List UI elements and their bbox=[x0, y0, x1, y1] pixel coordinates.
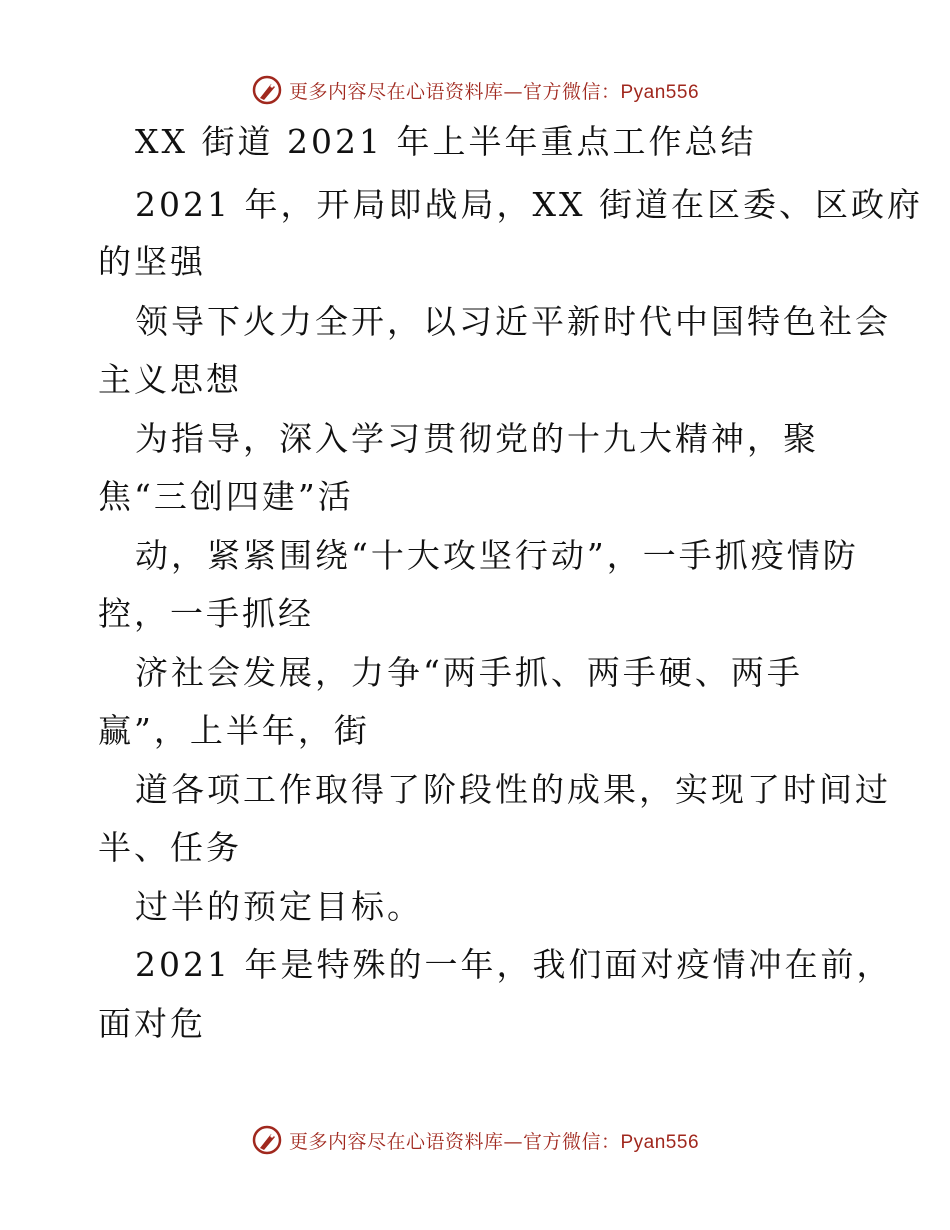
paragraph-line: 过半的预定目标。 bbox=[135, 887, 423, 926]
paragraph-line: 为指导，深入学习贯彻党的十九大精神，聚 bbox=[135, 419, 819, 458]
paragraph-line: 领导下火力全开，以习近平新时代中国特色社会 bbox=[135, 302, 891, 341]
paragraph-line: 主义思想 bbox=[98, 360, 242, 399]
header-banner-label: 更多内容尽在心语资料库—官方微信： bbox=[288, 80, 621, 103]
paragraph-line: 道各项工作取得了阶段性的成果，实现了时间过 bbox=[135, 770, 891, 809]
header-banner-text bbox=[289, 77, 699, 104]
footer-banner-wechat: Pyan556 bbox=[620, 1131, 700, 1153]
paragraph-line: 赢”，上半年，街 bbox=[98, 711, 370, 750]
paragraph-line: 济社会发展，力争“两手抓、两手硬、两手 bbox=[135, 653, 803, 692]
header-banner bbox=[0, 70, 950, 110]
paragraph-line: 半、任务 bbox=[98, 828, 242, 867]
footer-banner-label: 更多内容尽在心语资料库—官方微信： bbox=[288, 1130, 621, 1153]
document-title: XX 街道 2021 年上半年重点工作总结 bbox=[135, 122, 757, 161]
paragraph-line: 2021 年是特殊的一年，我们面对疫情冲在前， bbox=[135, 945, 893, 984]
paragraph-line: 面对危 bbox=[98, 1004, 206, 1043]
footer-banner-text bbox=[289, 1127, 699, 1154]
paragraph-line: 2021 年，开局即战局，XX 街道在区委、区政府 bbox=[135, 185, 923, 224]
header-banner-wechat: Pyan556 bbox=[620, 81, 700, 103]
paragraph-line: 控，一手抓经 bbox=[98, 594, 314, 633]
pen-nib-logo-icon bbox=[251, 1124, 283, 1156]
paragraph-line: 的坚强 bbox=[98, 242, 206, 281]
paragraph-line: 焦“三创四建”活 bbox=[98, 477, 354, 516]
pen-nib-logo-icon bbox=[251, 74, 283, 106]
paragraph-line: 动，紧紧围绕“十大攻坚行动”，一手抓疫情防 bbox=[135, 536, 859, 575]
footer-banner bbox=[0, 1120, 950, 1160]
